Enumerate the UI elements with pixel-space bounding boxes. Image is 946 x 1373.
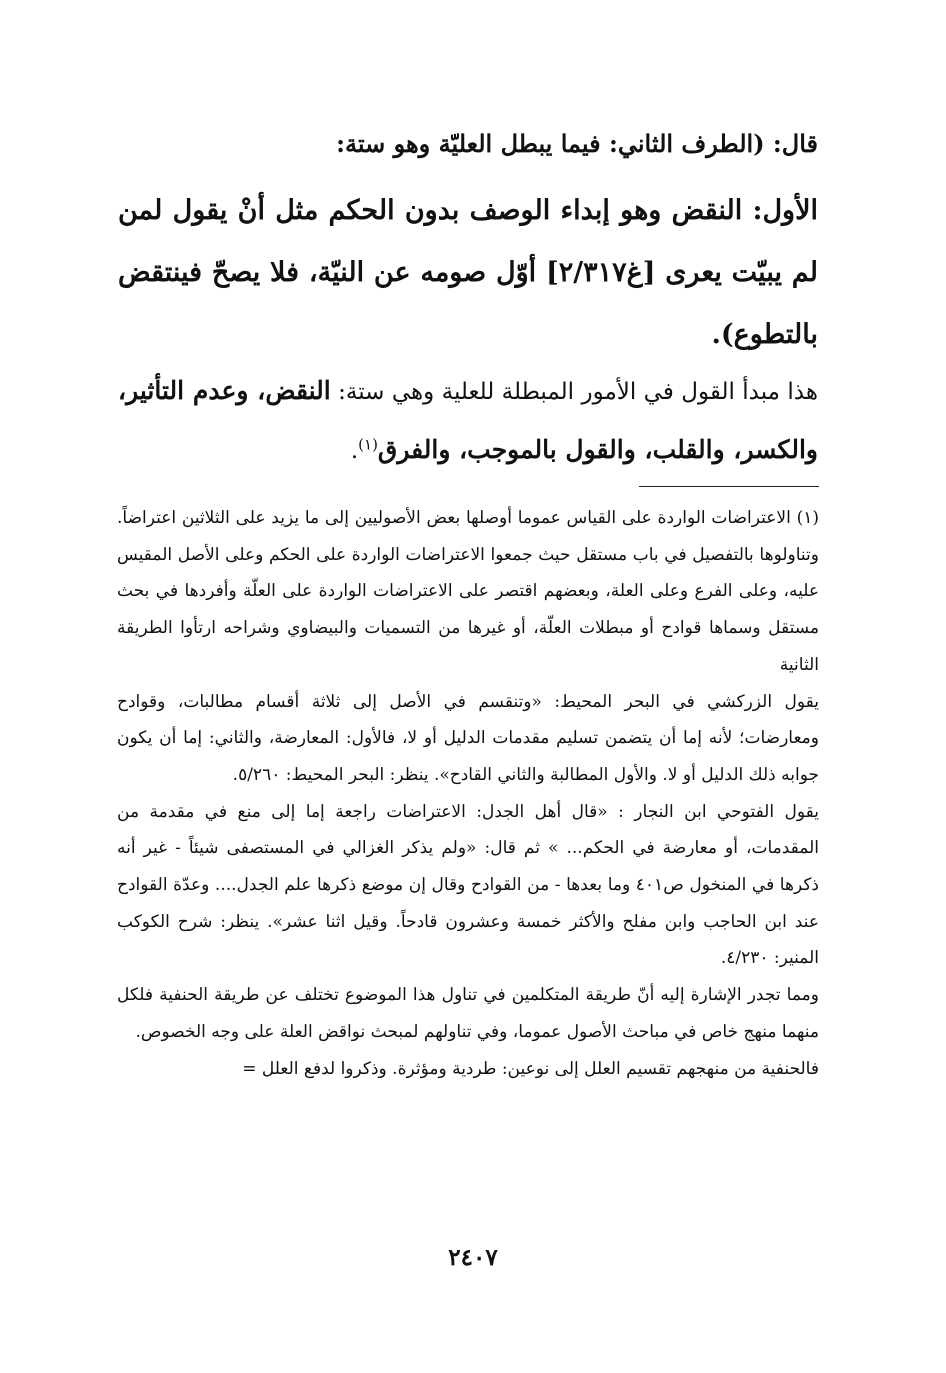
footnote-paragraph: يقول الفتوحي ابن النجار : «قال أهل الجدل: الاعتراضات راجعة إما إلى منع في مقدمة من المقدمات، أو معارضة في الحكم... » ثم قال: «ولم يذكر الغزالي في المستصفى شيئاً - غير أنه ذكرها في المنخول ص٤٠١ وما بعدها - من القوادح وقال إن موضع ذكرها علم الجدل.... وعدّة القوادح عند ابن الحاجب وابن مفلح والأكثر خمسة وعشرون قادحاً. وقيل اثنا عشر». ينظر: شرح الكوكب المنير: ٤/٢٣٠. bbox=[117, 801, 819, 969]
footnote-reference[interactable]: (١) bbox=[358, 435, 378, 454]
section-heading: قال: (الطرف الثاني: فيما يبطل العليّة وهو ستة: bbox=[336, 129, 818, 158]
commentary-paragraph bbox=[118, 362, 818, 480]
footnote-paragraph: ومما تجدر الإشارة إليه أنّ طريقة المتكلمين في تناول هذا الموضوع تختلف عن طريقة الحنفية فلكل منهما منهج خاص في مباحث الأصول عموما، وفي تناولهم لمبحث نواقض العلة على وجه الخصوص. bbox=[117, 985, 819, 1042]
commentary-intro: هذا مبدأ القول في الأمور المبطلة للعلية وهي ستة: bbox=[338, 379, 818, 405]
footnote-separator bbox=[639, 486, 819, 487]
page-number: ٢٤٠٧ bbox=[448, 1244, 498, 1271]
footnote-paragraph: (١) الاعتراضات الواردة على القياس عموما أوصلها بعض الأصوليين إلى ما يزيد على الثلاثين اعتراضاً. وتناولوها بالتفصيل في باب مستقل حيث جمعوا الاعتراضات الواردة على الحكم وعلى الأصل المقيس عليه، وعلى الفرع وعلى العلة، وبعضهم اقتصر على الاعتراضات الواردة على العلّة وأفردها في بحث مستقل وسماها قوادح أو مبطلات العلّة، أو غيرها من التسميات والبيضاوي وشراحه ارتأوا الطريقة الثانية bbox=[117, 508, 819, 675]
quoted-matn-text: الأول: النقض وهو إبداء الوصف بدون الحكم مثل أنْ يقول لمن لم يبيّت يعرى [غ٢/٣١٧] أوّل صومه عن النيّة، فلا يصحّ فينتقض بالتطوع). bbox=[118, 195, 818, 350]
footnotes-section bbox=[117, 500, 819, 1087]
commentary-end: . bbox=[350, 438, 359, 464]
footnote-paragraph: يقول الزركشي في البحر المحيط: «وتنقسم في الأصل إلى ثلاثة أقسام مطالبات، وقوادح ومعارضات؛ لأنه إما أن يتضمن تسليم مقدمات الدليل أو لا، فالأول: المعارضة، والثاني: إما أن يكون جوابه ذلك الدليل أو لا. والأول المطالبة والثاني القادح». ينظر: البحر المحيط: ٥/٢٦٠. bbox=[117, 691, 819, 785]
commentary-term-list: النقض، وعدم التأثير، والكسر، والقلب، والقول بالموجب، والفرق bbox=[118, 376, 818, 464]
footnote-paragraph: فالحنفية من منهجهم تقسيم العلل إلى نوعين: طردية ومؤثرة. وذكروا لدفع العلل = bbox=[242, 1058, 819, 1079]
